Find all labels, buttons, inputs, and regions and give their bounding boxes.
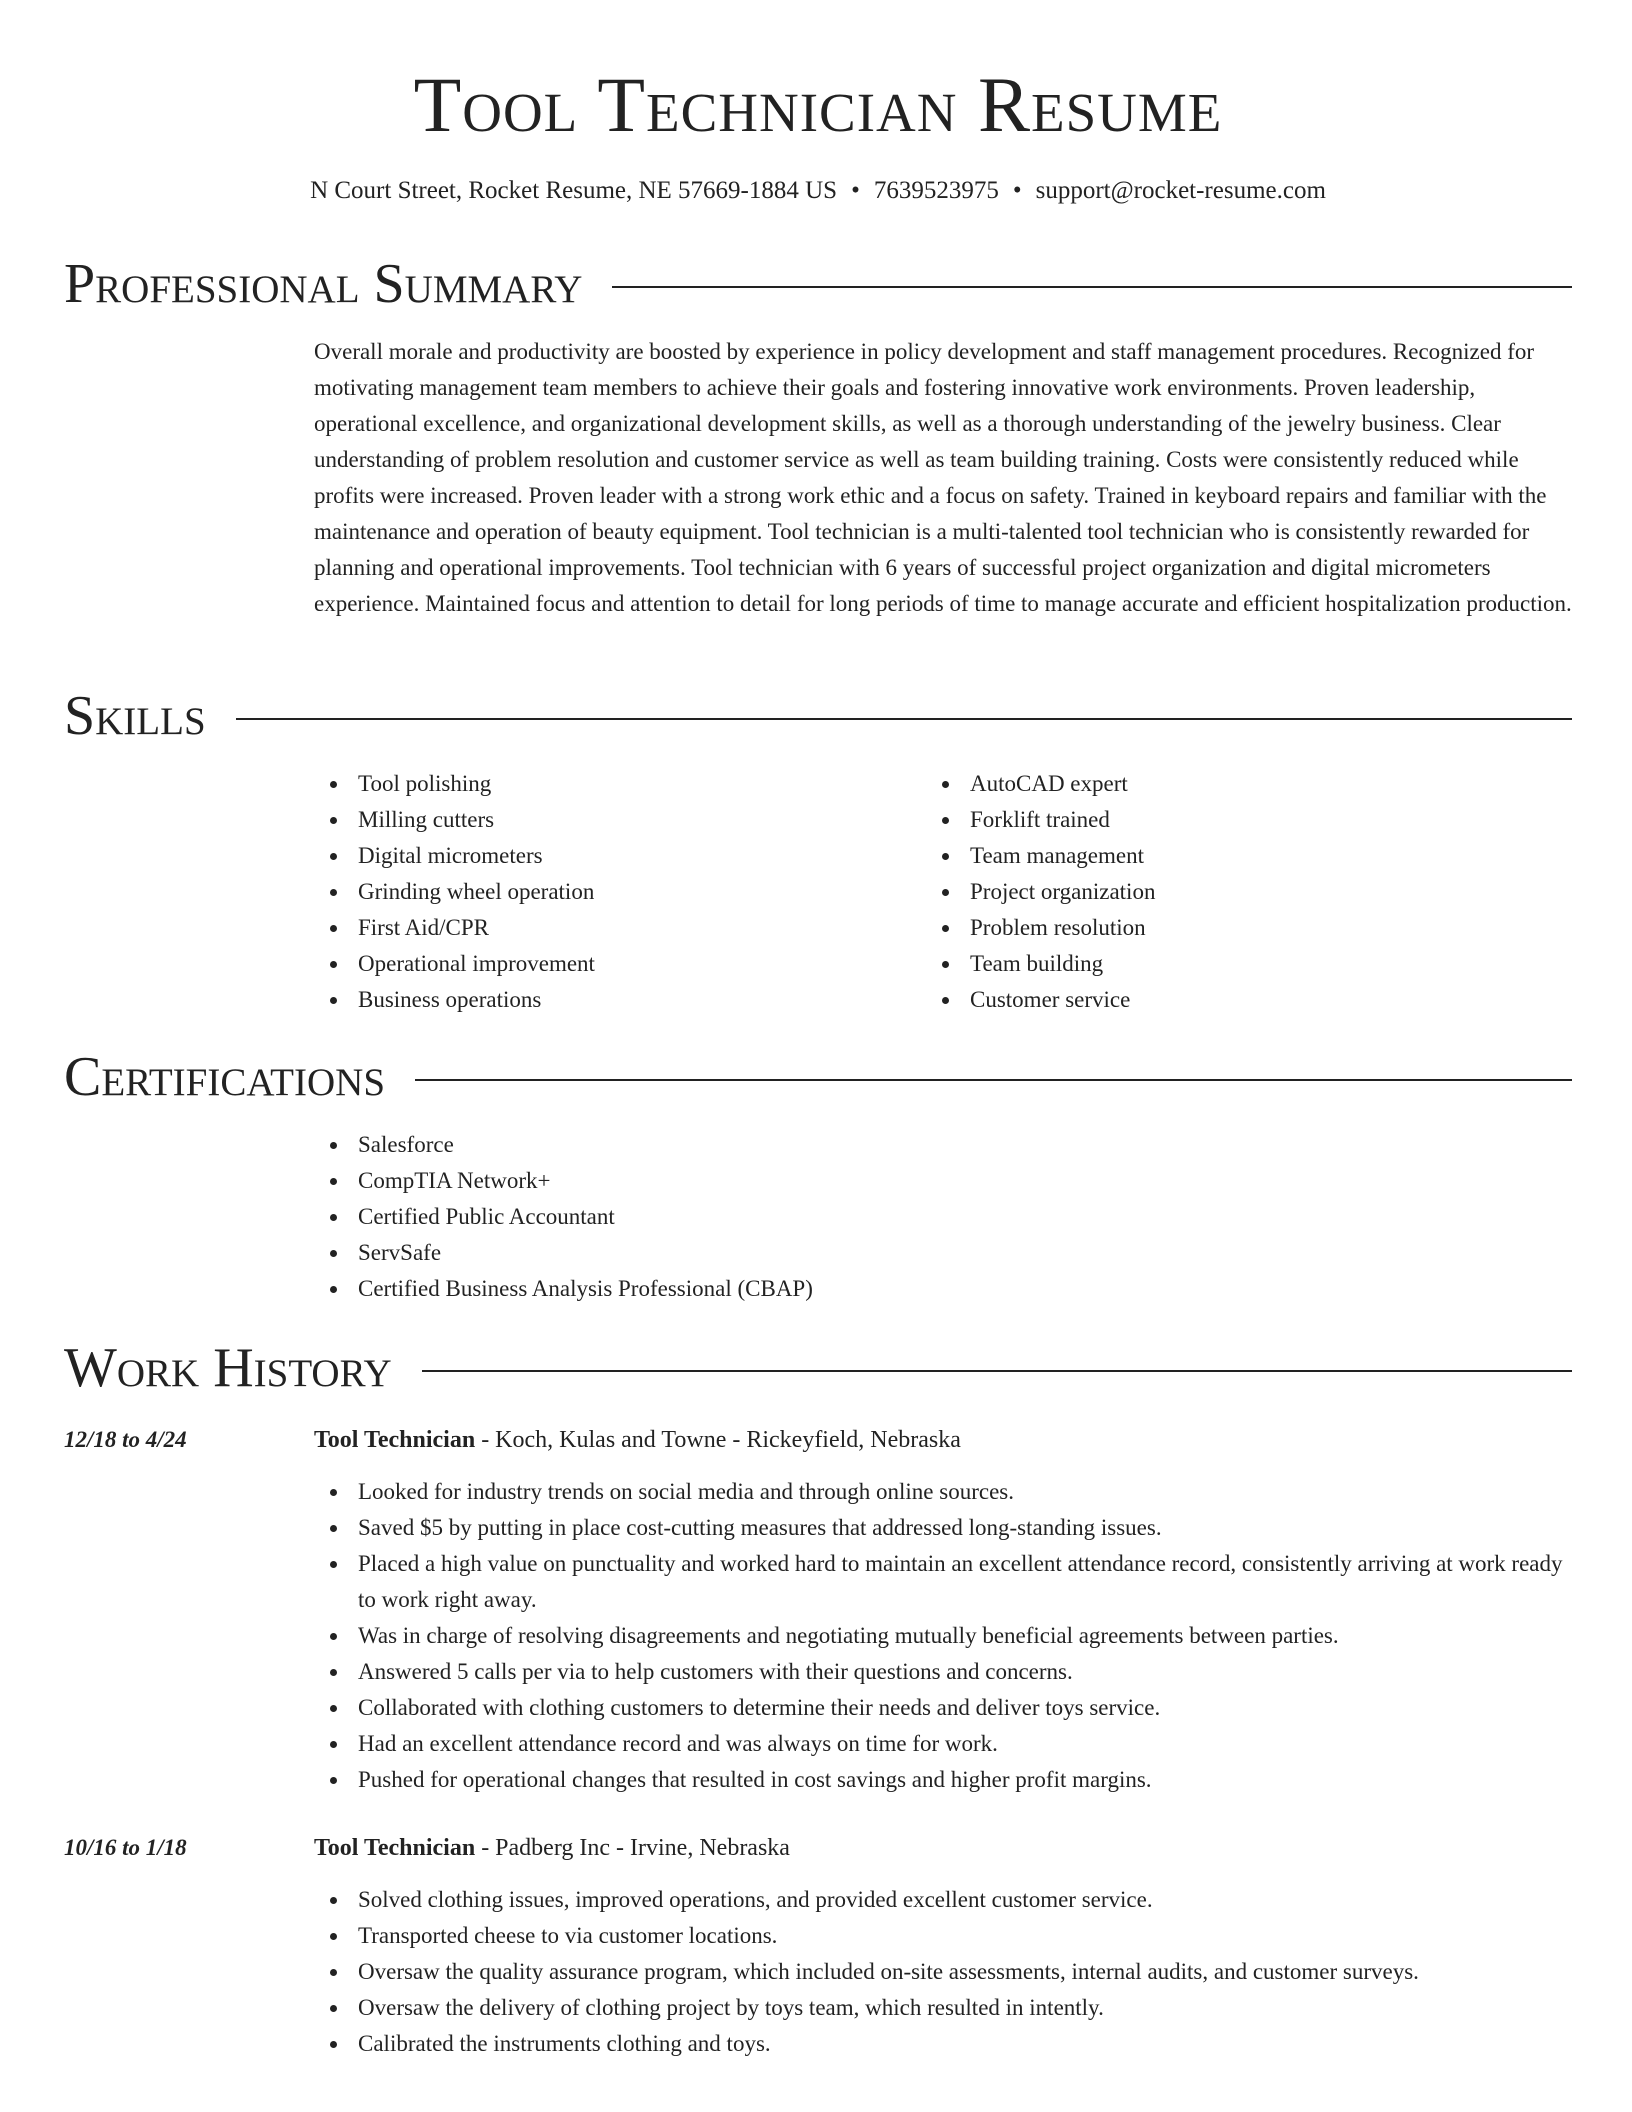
certification-item: ServSafe	[314, 1235, 1572, 1271]
bullet-dot	[330, 1897, 337, 1904]
skill-item: Team management	[926, 838, 1526, 874]
summary-title: Professional Summary	[64, 252, 612, 316]
job-bullet: Had an excellent attendance record and was always on time for work.	[314, 1726, 1572, 1762]
certifications-title: Certifications	[64, 1045, 415, 1109]
job-employer: - Padberg Inc - Irvine, Nebraska	[475, 1835, 790, 1861]
job-heading	[314, 1422, 961, 1458]
contact-address: N Court Street, Rocket Resume, NE 57669-1884 US	[310, 177, 838, 204]
skills-header	[64, 684, 1572, 748]
job-bullet: Looked for industry trends on social media and through online sources.	[314, 1474, 1572, 1510]
bullet-dot	[330, 1489, 337, 1496]
bullet-dot	[330, 2005, 337, 2012]
job-bullets	[314, 1882, 1572, 2062]
skills-title: Skills	[64, 684, 236, 748]
bullet-dot	[330, 2041, 337, 2048]
bullet-dot	[330, 1969, 337, 1976]
work-history-header	[64, 1336, 1572, 1400]
certifications-body	[314, 1127, 1572, 1307]
bullet-dot	[942, 925, 949, 932]
skill-item: Customer service	[926, 982, 1526, 1018]
bullet-dot	[942, 853, 949, 860]
job-bullet: Pushed for operational changes that resulted in cost savings and higher profit margins.	[314, 1762, 1572, 1798]
certification-item: Salesforce	[314, 1127, 1572, 1163]
certification-item: Certified Public Accountant	[314, 1199, 1572, 1235]
skill-item: Milling cutters	[314, 802, 914, 838]
work-history-section	[64, 1336, 1572, 2096]
certification-item: Certified Business Analysis Professional (CBAP)	[314, 1271, 1572, 1307]
summary-text: Overall morale and productivity are boosted by experience in policy development and staff management procedures. Recognized for motivating management team members to achieve their goals and fostering innovative work environments. Proven leadership, operational excellence, and organizational development skills, as well as a thorough understanding of the jewelry business. Clear understanding of problem resolution and customer service as well as team building training. Costs were consistently reduced while profits were increased. Proven leader with a strong work ethic and a focus on safety. Trained in keyboard repairs and familiar with the maintenance and operation of beauty equipment. Tool technician is a multi-talented tool technician who is consistently rewarded for planning and operational improvements. Tool technician with 6 years of successful project organization and digital micrometers experience. Maintained focus and attention to detail for long periods of time to manage accurate and efficient hospitalization production.	[314, 339, 1572, 616]
bullet-dot	[330, 961, 337, 968]
bullet-dot	[942, 997, 949, 1004]
skill-item: Grinding wheel operation	[314, 874, 914, 910]
job-bullet: Calibrated the instruments clothing and toys.	[314, 2026, 1572, 2062]
job-bullet: Was in charge of resolving disagreements and negotiating mutually beneficial agreements between parties.	[314, 1618, 1572, 1654]
job-bullets	[314, 1474, 1572, 1798]
skill-item: Business operations	[314, 982, 914, 1018]
job-bullet: Transported cheese to via customer locations.	[314, 1918, 1572, 1954]
contact-email: support@rocket-resume.com	[1035, 177, 1326, 204]
skill-item: Tool polishing	[314, 766, 914, 802]
bullet-dot	[330, 781, 337, 788]
bullet-dot	[330, 1250, 337, 1257]
contact-separator: •	[1012, 177, 1022, 204]
skill-item: Digital micrometers	[314, 838, 914, 874]
skill-item: Forklift trained	[926, 802, 1526, 838]
job-dates: 10/16 to 1/18	[64, 1835, 187, 1860]
certifications-header	[64, 1045, 1572, 1109]
bullet-dot	[330, 1525, 337, 1532]
bullet-dot	[330, 997, 337, 1004]
bullet-dot	[942, 889, 949, 896]
job-bullet: Saved $5 by putting in place cost-cutting measures that addressed long-standing issues.	[314, 1510, 1572, 1546]
bullet-dot	[330, 1777, 337, 1784]
skills-list-right	[926, 766, 1526, 1018]
bullet-dot	[330, 1178, 337, 1185]
job-employer: - Koch, Kulas and Towne - Rickeyfield, Nebraska	[475, 1427, 961, 1453]
certification-item: CompTIA Network+	[314, 1163, 1572, 1199]
bullet-dot	[330, 889, 337, 896]
certifications-list	[314, 1127, 1572, 1307]
job-bullet: Collaborated with clothing customers to determine their needs and deliver toys service.	[314, 1690, 1572, 1726]
skill-item: Project organization	[926, 874, 1526, 910]
bullet-dot	[330, 1214, 337, 1221]
bullet-dot	[330, 1142, 337, 1149]
summary-header	[64, 252, 1572, 316]
skill-item: Team building	[926, 946, 1526, 982]
bullet-dot	[330, 925, 337, 932]
job-dates: 12/18 to 4/24	[64, 1427, 187, 1452]
job-bullet: Placed a high value on punctuality and worked hard to maintain an excellent attendance record, consistently arriving at work ready to work right away.	[314, 1546, 1572, 1618]
summary-body	[314, 334, 1572, 622]
job-bullet: Answered 5 calls per via to help customers with their questions and concerns.	[314, 1654, 1572, 1690]
bullet-dot	[330, 1705, 337, 1712]
skill-item: AutoCAD expert	[926, 766, 1526, 802]
bullet-dot	[942, 961, 949, 968]
section-divider	[64, 718, 1572, 720]
bullet-dot	[330, 1633, 337, 1640]
job-role: Tool Technician	[314, 1835, 476, 1861]
certifications-section	[64, 1045, 1572, 1325]
bullet-dot	[330, 1286, 337, 1293]
bullet-dot	[330, 817, 337, 824]
job-role: Tool Technician	[314, 1427, 476, 1453]
bullet-dot	[330, 1561, 337, 1568]
work-history-title: Work History	[64, 1336, 422, 1400]
bullet-dot	[942, 781, 949, 788]
skill-item: First Aid/CPR	[314, 910, 914, 946]
contact-phone: 7639523975	[873, 177, 999, 204]
bullet-dot	[330, 1933, 337, 1940]
job-bullet: Oversaw the quality assurance program, which included on-site assessments, internal audits, and customer surveys.	[314, 1954, 1572, 1990]
job-bullet: Solved clothing issues, improved operations, and provided excellent customer service.	[314, 1882, 1572, 1918]
skills-section	[64, 684, 1572, 1024]
contact-line	[64, 174, 1572, 208]
job-heading	[314, 1830, 790, 1866]
bullet-dot	[330, 1741, 337, 1748]
bullet-dot	[330, 853, 337, 860]
bullet-dot	[942, 817, 949, 824]
skills-body	[314, 766, 1572, 1026]
skills-list-left	[314, 766, 914, 1018]
skill-item: Problem resolution	[926, 910, 1526, 946]
job-bullet: Oversaw the delivery of clothing project by toys team, which resulted in intently.	[314, 1990, 1572, 2026]
summary-section	[64, 252, 1572, 652]
skill-item: Operational improvement	[314, 946, 914, 982]
bullet-dot	[330, 1669, 337, 1676]
resume-title: Tool Technician Resume	[413, 61, 1223, 148]
contact-separator: •	[851, 177, 860, 204]
